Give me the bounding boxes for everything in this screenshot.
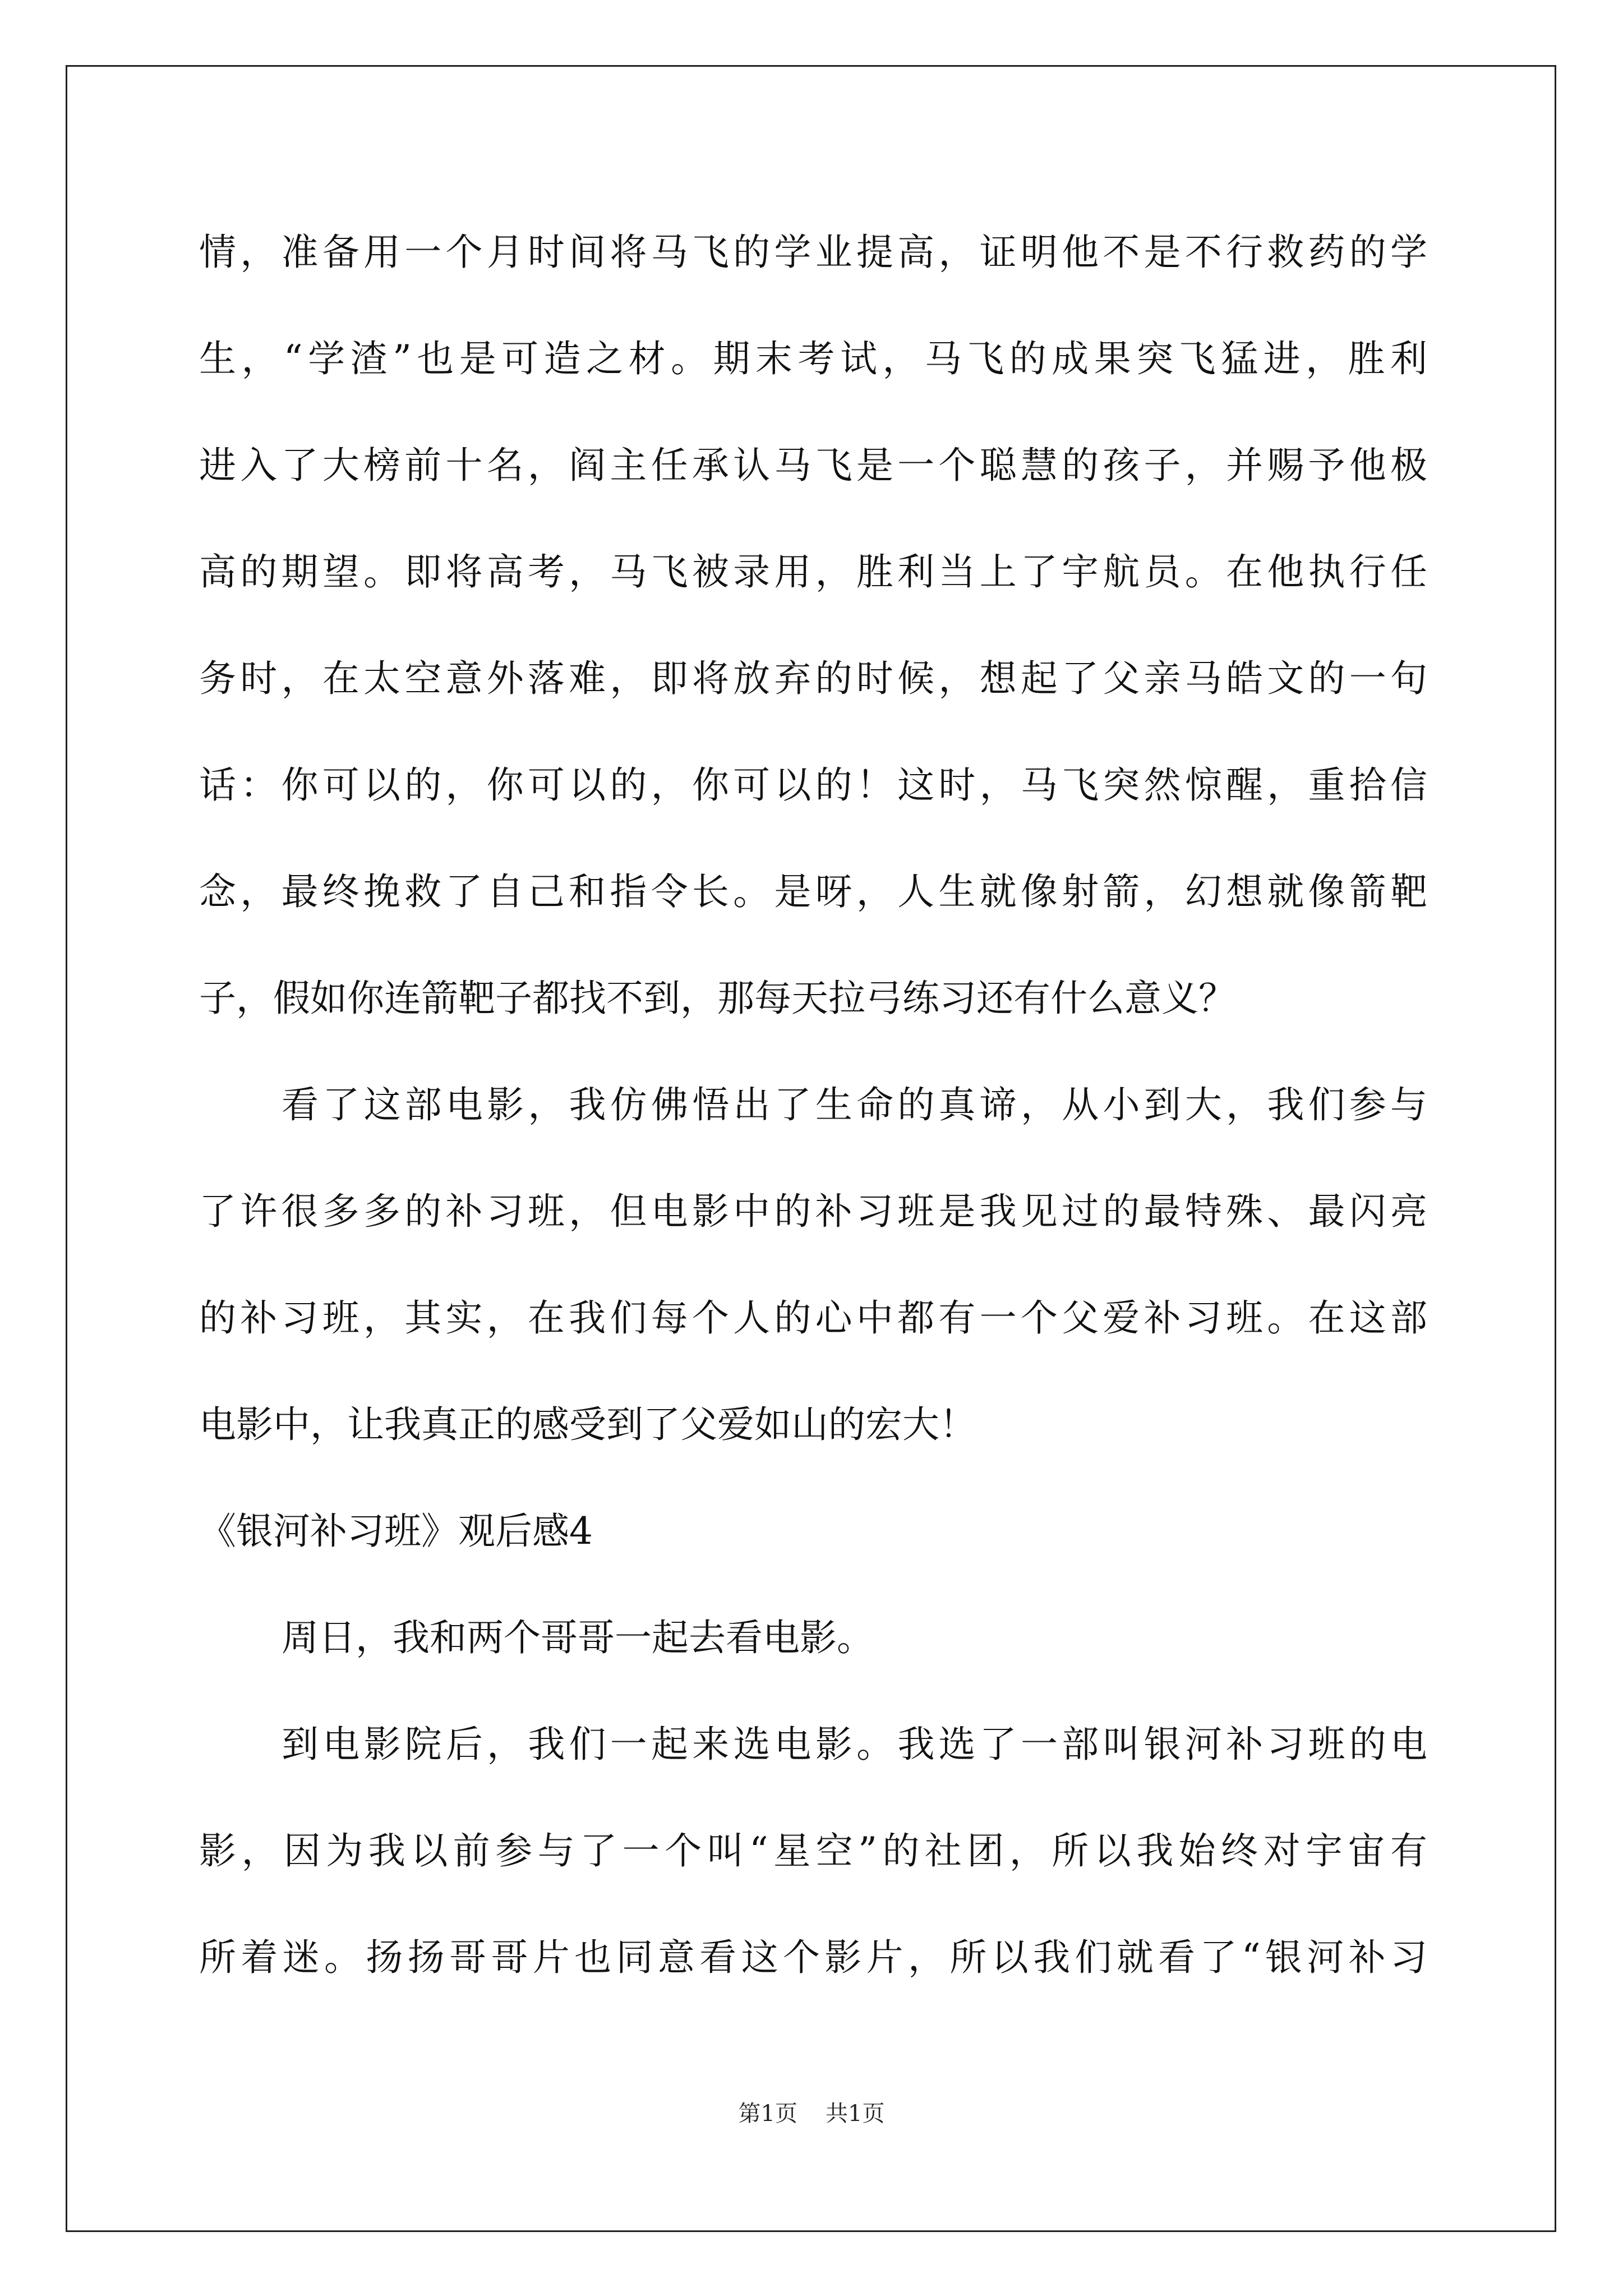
text-line: 电影中，让我真正的感受到了父爱如山的宏大！ [199,1403,976,1446]
paragraph-first-line: 到电影院后，我们一起来选电影。我选了一部叫银河补习班的电 [282,1723,1427,1766]
text-line: 高的期望。即将高考，马飞被录用，胜利当上了宇航员。在他执行任 [199,550,1427,593]
text-line: 进入了大榜前十名，阎主任承认马飞是一个聪慧的孩子，并赐予他极 [199,444,1427,487]
page-number-total: 共1页 [826,2101,885,2127]
text-line: 话：你可以的，你可以的，你可以的！这时，马飞突然惊醒，重拾信 [199,763,1427,807]
paragraph-first-line: 看了这部电影，我仿佛悟出了生命的真谛，从小到大，我们参与 [282,1083,1427,1126]
text-line: 影，因为我以前参与了一个叫“星空”的社团，所以我始终对宇宙有 [199,1829,1427,1872]
section-heading: 《银河补习班》观后感4 [199,1510,593,1553]
text-line: 念，最终挽救了自己和指令长。是呀，人生就像射箭，幻想就像箭靶 [199,870,1427,913]
page-footer [0,2097,1623,2131]
text-line: 所着迷。扬扬哥哥片也同意看这个影片，所以我们就看了“银河补习 [199,1936,1427,1979]
text-line: 了许很多多的补习班，但电影中的补习班是我见过的最特殊、最闪亮 [199,1190,1427,1233]
paragraph-first-line: 周日，我和两个哥哥一起去看电影。 [282,1616,874,1659]
page-number-current: 第1页 [738,2101,797,2127]
text-line: 的补习班，其实，在我们每个人的心中都有一个父爱补习班。在这部 [199,1296,1427,1340]
text-line: 生，“学渣”也是可造之材。期末考试，马飞的成果突飞猛进，胜利 [199,337,1427,380]
text-line: 情，准备用一个月时间将马飞的学业提高，证明他不是不行救药的学 [199,231,1427,274]
text-line: 务时，在太空意外落难，即将放弃的时候，想起了父亲马皓文的一句 [199,657,1427,700]
text-line: 子，假如你连箭靶子都找不到，那每天拉弓练习还有什么意义？ [199,977,1235,1020]
